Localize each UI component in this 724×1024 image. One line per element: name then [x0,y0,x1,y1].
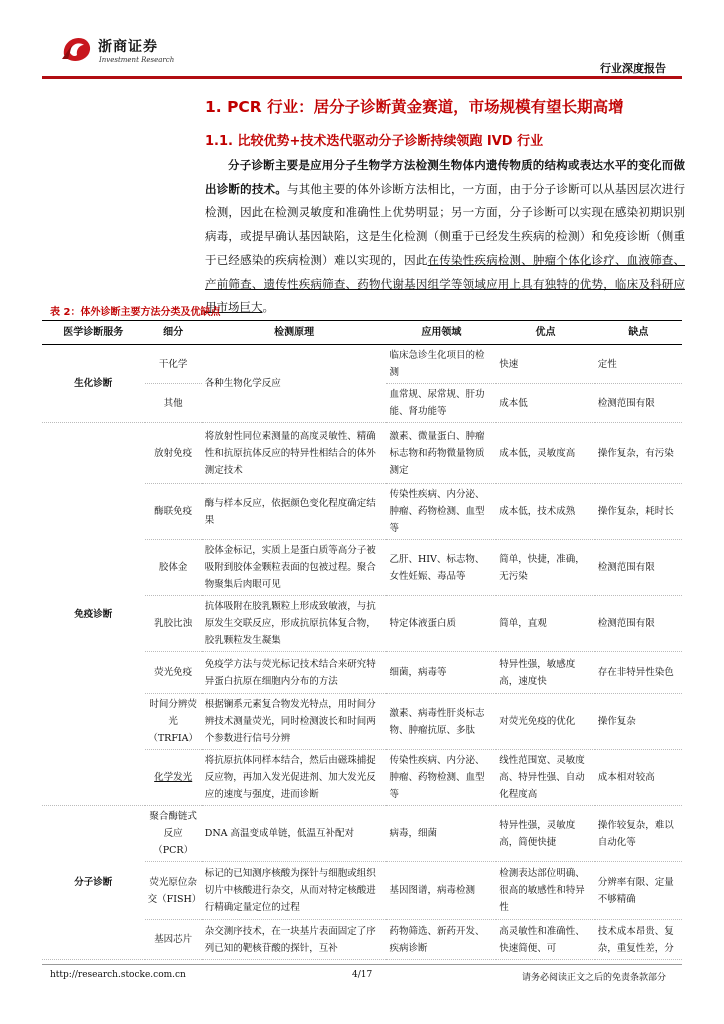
field-cell: 乙肝、HIV、标志物、女性妊娠、毒品等 [386,540,496,596]
group-cell: 免疫诊断 [42,423,145,806]
con-cell: 检测范围有限 [595,384,682,423]
principle-cell: 将抗原抗体同样本结合，然后由磁珠捕捉反应物，再加入发光促进剂、加大发光反应的速度与强度，进而诊断 [202,750,387,806]
principle-cell: DNA 高温变成单链，低温互补配对 [202,806,387,862]
field-cell: 特定体液蛋白质 [386,596,496,652]
con-cell: 操作较复杂，难以自动化等 [595,806,682,862]
field-cell: 激素、微量蛋白、肿瘤标志物和药物微量物质测定 [386,423,496,484]
pro-cell: 成本低，技术成熟 [496,484,595,540]
principle-cell: 杂交测序技术，在一块基片表面固定了序列已知的靶核苷酸的探针，互补 [202,920,387,960]
sub-cell [145,750,202,806]
principle-cell: 将放射性同位素测量的高度灵敏性、精确性和抗原抗体反应的特异性相结合的体外测定技术 [202,423,387,484]
con-cell: 操作复杂，耗时长 [595,484,682,540]
page-number: 4/17 [352,970,373,980]
con-cell: 技术成本昂贵、复杂，重复性差，分 [595,920,682,960]
pro-cell: 特异性强，敏感度高，速度快 [496,652,595,694]
con-cell: 操作复杂 [595,694,682,750]
field-cell: 临床急诊生化项目的检测 [386,345,496,384]
body-paragraph [205,154,685,320]
pro-cell: 检测表达部位明确、很高的敏感性和特异性 [496,862,595,920]
header-cell: 应用领域 [386,321,496,345]
field-cell: 血常规、尿常规、肝功能、肾功能等 [386,384,496,423]
group-cell: 生化诊断 [42,345,145,423]
principle-cell: 免疫学方法与荧光标记技术结合来研究特异蛋白抗原在细胞内分布的方法 [202,652,387,694]
header-cell: 细分 [145,321,202,345]
brand-name: 浙商证券 [98,39,158,55]
sub-cell: 其他 [145,384,202,423]
logo-icon [60,33,96,65]
principle-cell: 酶与样本反应，依据颜色变化程度确定结果 [202,484,387,540]
field-cell: 激素、病毒性肝炎标志物、肿瘤抗原、多肽 [386,694,496,750]
sub-cell: 胶体金 [145,540,202,596]
principle-cell: 根据镧系元素复合物发光特点，用时间分辨技术测量荧光，同时检测波长和时间两个参数进行信号分辨 [202,694,387,750]
section-title: 1. PCR 行业：居分子诊断黄金赛道，市场规模有望长期高增 [205,98,624,116]
sub-cell: 聚合酶链式反应（PCR） [145,806,202,862]
paragraph-bold: 分子诊断主要是应用分子生物学方法检测生物体内遗传物质的结构或表达水平的变化而做出诊断的技术。 [205,158,685,196]
pro-cell: 简单，快捷，准确，无污染 [496,540,595,596]
sub-cell: 放射免疫 [145,423,202,484]
brand-subtitle: Investment Research [99,56,175,64]
sub-cell: 乳胶比浊 [145,596,202,652]
sub-cell: 基因芯片 [145,920,202,960]
pro-cell: 快速 [496,345,595,384]
con-cell: 检测范围有限 [595,540,682,596]
pro-cell: 高灵敏性和准确性、快速简便、可 [496,920,595,960]
diagnosis-methods-table [42,320,682,960]
pro-cell: 成本低 [496,384,595,423]
table-row [42,345,682,384]
table-row [42,423,682,484]
footer-disclaimer: 请务必阅读正文之后的免责条款部分 [521,973,666,983]
field-cell: 细菌，病毒等 [386,652,496,694]
paragraph-end: 。 [262,300,274,315]
sub-cell: 酶联免疫 [145,484,202,540]
field-cell: 传染性疾病、内分泌、肿瘤、药物检测、血型等 [386,750,496,806]
sub-cell-underlined: 化学发光 [154,772,193,783]
principle-cell: 胶体金标记，实质上是蛋白质等高分子被吸附到胶体金颗粒表面的包被过程。聚合物聚集后肉眼可见 [202,540,387,596]
table-row [42,806,682,862]
con-cell: 存在非特异性染色 [595,652,682,694]
footer-divider [42,964,682,965]
subsection-title: 1.1. 比较优势+技术迭代驱动分子诊断持续领跑 IVD 行业 [205,134,544,149]
con-cell: 分辨率有限、定量不够精确 [595,862,682,920]
sub-cell: 荧光原位杂交（FISH） [145,862,202,920]
header-divider [42,76,682,79]
header-cell: 医学诊断服务 [42,321,145,345]
group-cell: 分子诊断 [42,806,145,960]
principle-cell: 各种生物化学反应 [202,345,387,423]
pro-cell: 线性范围宽、灵敏度高、特异性强、自动化程度高 [496,750,595,806]
pro-cell: 特异性强，灵敏度高，简便快捷 [496,806,595,862]
sub-cell: 时间分辨荧光（TRFIA） [145,694,202,750]
report-type: 行业深度报告 [600,62,666,75]
paragraph-text: 与其他主要的体外诊断方法相比，一方面，由于分子诊断可以从基因层次进行检测，因此在检测灵敏度和准确性上优势明显；另一方面，分子诊断可以实现在感染初期识别病毒，或提早确认基因缺陷，这是生化检测（侧重于已经发生疾病的检测）和免疫诊断（侧重于已经感染的疾病检测）难以实现的，因此 [205,181,686,267]
paragraph-underline: 在传染性疾病检测、肿瘤个体化诊疗、血液筛查、产前筛查、遗传性疾病筛查、药物代谢基因组学等领域应用上具有独特的优势，临床及科研应用市场巨大 [205,252,686,315]
header-cell: 检测原理 [202,321,387,345]
header-cell: 优点 [496,321,595,345]
field-cell: 病毒，细菌 [386,806,496,862]
principle-cell: 抗体吸附在胶乳颗粒上形成致敏液，与抗原发生交联反应，形成抗原抗体复合物，胶乳颗粒发生凝集 [202,596,387,652]
sub-cell: 荧光免疫 [145,652,202,694]
field-cell: 药物筛选、新药开发、疾病诊断 [386,920,496,960]
con-cell: 定性 [595,345,682,384]
header-cell: 缺点 [595,321,682,345]
principle-cell: 标记的已知测序核酸为探针与细胞或组织切片中核酸进行杂交，从而对特定核酸进行精确定量定位的过程 [202,862,387,920]
con-cell: 成本相对较高 [595,750,682,806]
footer-url[interactable]: http://research.stocke.com.cn [50,970,186,980]
con-cell: 操作复杂，有污染 [595,423,682,484]
con-cell: 检测范围有限 [595,596,682,652]
table-header-row [42,321,682,345]
pro-cell: 对荧光免疫的优化 [496,694,595,750]
pro-cell: 成本低，灵敏度高 [496,423,595,484]
field-cell: 传染性疾病、内分泌、肿瘤、药物检测、血型等 [386,484,496,540]
pro-cell: 简单，直观 [496,596,595,652]
field-cell: 基因图谱，病毒检测 [386,862,496,920]
table-title: 表 2：体外诊断主要方法分类及优缺点 [50,307,221,318]
sub-cell: 干化学 [145,345,202,384]
